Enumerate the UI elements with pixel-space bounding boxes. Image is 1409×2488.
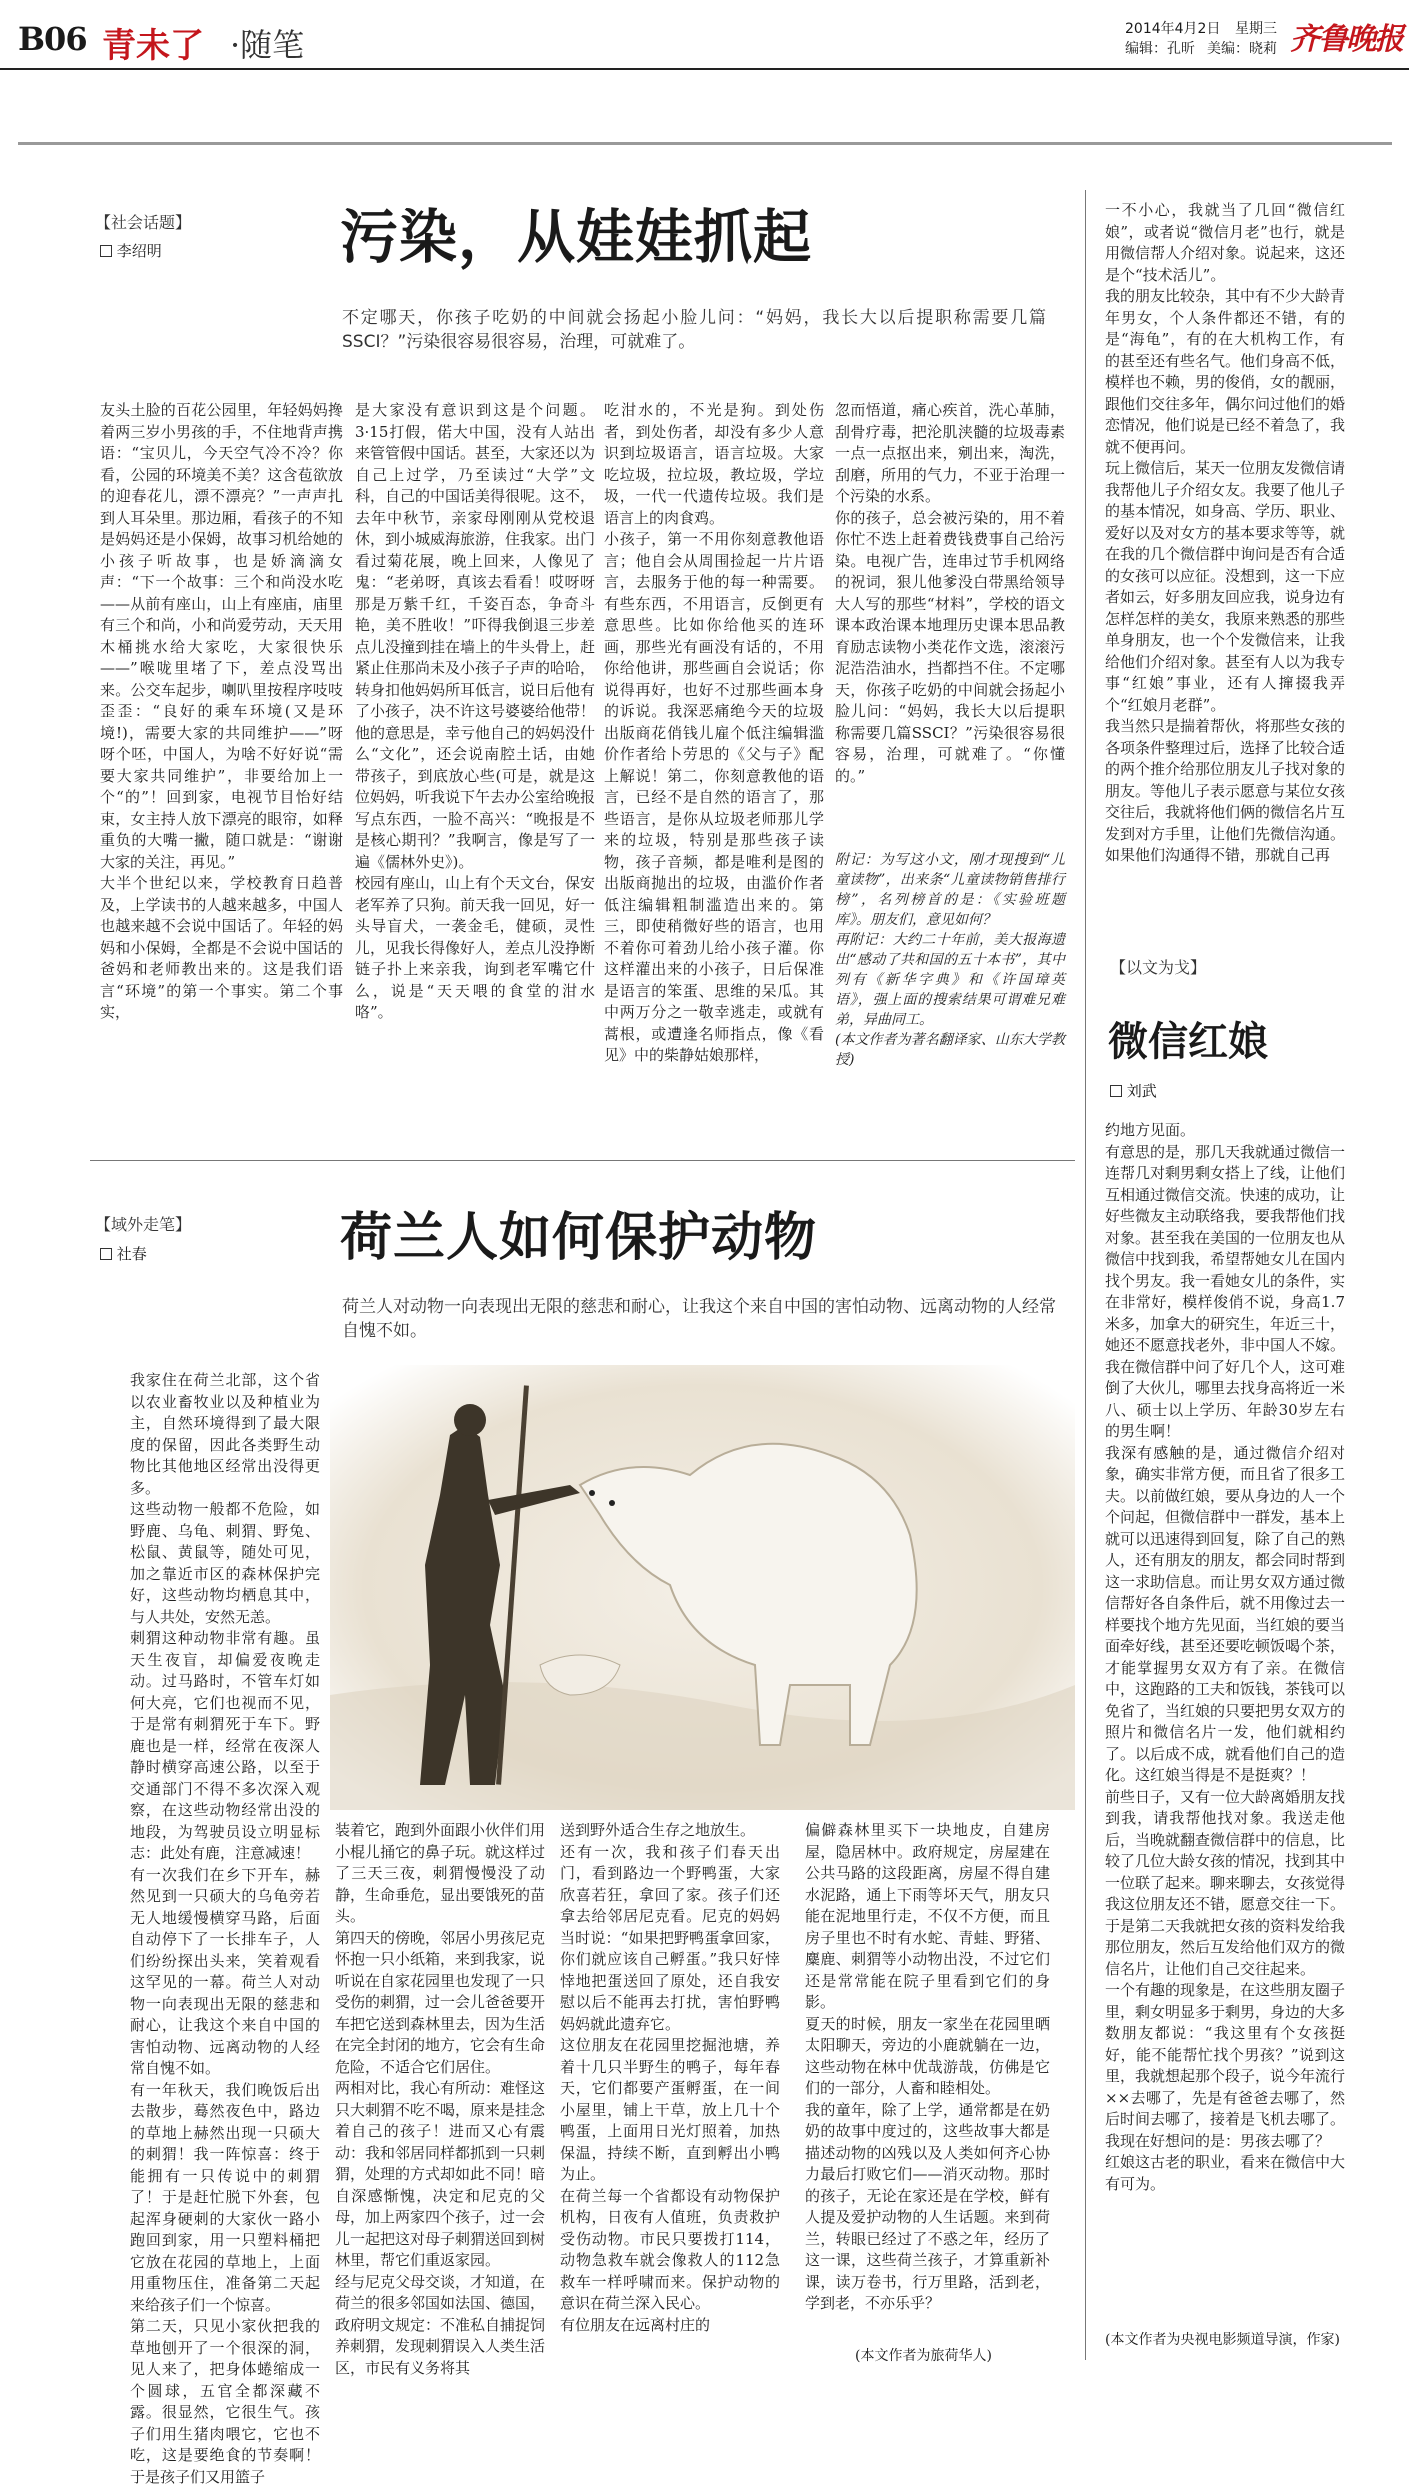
lead-paragraph: 不定哪天，你孩子吃奶的中间就会扬起小脸儿问：“妈妈，我长大以后提职称需要几篇SSCI？”污染很容易很容易，治理，可就难了。 bbox=[342, 308, 1046, 352]
header-rule bbox=[0, 68, 1409, 70]
article2-column-4: 偏僻森林里买下一块地皮，自建房屋，隐居林中。政府规定，房屋建在公共马路的这段距离，房屋不得自建水泥路，通上下雨等坏天气，朋友只能在泥地里行走，不仅不方便，而且房子里也不时有水蛇、青蛙、野猪、麋鹿、刺猬等小动物出没，不过它们还是常常能在院子里看到它们的身影。 夏天的时候，朋友一家坐在花园里晒太阳聊天，旁边的小鹿就躺在一边，这些动物在林中优哉游哉，仿佛是它们的一部分，人畜和睦相处。 我的童年，除了上学，通常都是在奶奶的故事中度过的，这些故事大都是描述动物的凶残以及人类如何齐心协力最后打败它们——消灭动物。那时的孩子，无论在家还是在学校，鲜有人提及爱护动物的人生话题。来到荷兰，转眼已经过了不惑之年，经历了这一课，这些荷兰孩子，才算重新补课，读万卷书，行万里路，活到老，学到老，不亦乐乎？ bbox=[805, 1821, 1050, 2312]
headline: 污染，从娃娃抓起 bbox=[340, 203, 813, 271]
sidebar-body: 约地方见面。 有意思的是，那几天我就通过微信一连帮几对剩男剩女搭上了线，让他们互相通过微信交流。快速的成功，让好些微友主动联络我，要我帮他们找对象。甚至我在美国的一位朋友也从微信中找到我，希望帮她女儿在国内找个男友。我一看她女儿的条件，实在非常好，模样俊俏不说，身高1.7米多，加拿大的研究生，年近三十，她还不愿意找老外，非中国人不嫁。我在微信群中问了好几个人，这可难倒了大伙儿，哪里去找身高将近一米八、硕士以上学历、年龄30岁左右的男生啊！ 我深有感触的是，通过微信介绍对象，确实非常方便，而且省了很多工夫。以前做红娘，要从身边的人一个个问起，但微信群中一群发，基本上就可以迅速得到回复，除了自己的熟人，还有朋友的朋友，都会同时帮到这一求助信息。而让男女双方通过微信帮好各自条件后，就不用像过去一样要找个地方先见面，当红娘的要当面牵好线，甚至还要吃顿饭喝个茶，才能掌握男女双方有了亲。在微信中，这跑路的工夫和饭钱，茶钱可以免省了，当红娘的只要把男女双方的照片和微信名片一发，他们就相约了。以后成不成，就看他们自己的造化。这红娘当得是不是挺爽？！ 前些日子，又有一位大龄离婚朋友找到我，请我帮他找对象。我送走他后，当晚就翻查微信群中的信息，比较了几位大龄女孩的情况，找到其中一位联了起来。聊来聊去，女孩觉得我这位朋友还不错，愿意交往一下。于是第二天我就把女孩的资料发给我那位朋友，然后互发给他们双方的微信名片，让他们自己交往起来。 一个有趣的现象是，在这些朋友圈子里，剩女明显多于剩男，身边的大多数朋友都说：“我这里有个女孩挺好，能不能帮忙找个男孩？”说到这里，我就想起那个段子，说今年流行××去哪了，先是有爸爸去哪了，然后时间去哪了，接着是飞机去哪了。我现在好想问的是：男孩去哪了？ 红娘这古老的职业，看来在微信中大有可为。 bbox=[1105, 1121, 1346, 2193]
article-column-2: 是大家没有意识到这是个问题。3·15打假，偌大中国，没有人站出来管管假中国话。甚至，大家还以为自己上过学，乃至读过“大学”文科，自己的中国话美得很呢。这不，去年中秋节，亲家母刚刚从党校退休，到小城威海旅游，住我家。出门看过菊花展，晚上回来，人像见了鬼：“老弟呀，真该去看看！哎呀呀那是万紫千红，千姿百态，争奇斗艳，美不胜收！”吓得我倒退三步差点儿没撞到挂在墙上的牛头骨上，赶紧止住那尚未及小孩子子声的哈哈，转身扣他妈妈所耳低言，说日后他有了小孩子，决不许这号婆婆给他带！ 他的意思是，幸亏他自己的妈妈没什么“文化”，还会说南腔土话，由她带孩子，到底放心些(可是，就是这位妈妈，听我说下午去办公室给晚报写点东西，一脸不高兴：“晚报是不是核心期刊？”我啊言，像是写了一遍《儒林外史》)。 校园有座山，山上有个天文台，保安老军养了只狗。前天我一回见，好一头导盲犬，一袭金毛，健硕，灵性儿，见我长得像好人，差点儿没挣断链子扑上来亲我，询到老军嘴它什么，说是“天天喂的食堂的泔水咯”。 bbox=[355, 401, 596, 1021]
section-title: 青未了 bbox=[102, 26, 204, 66]
author-name-3: 刘武 bbox=[1126, 1082, 1157, 1100]
photo-illustration bbox=[330, 1365, 1075, 1810]
author-box-icon-2 bbox=[100, 1248, 112, 1260]
middle-divider bbox=[90, 1160, 1075, 1161]
headline-2: 荷兰人如何保护动物 bbox=[340, 1208, 818, 1268]
polar-bear-photo bbox=[330, 1365, 1075, 1810]
author-name-2: 社春 bbox=[116, 1245, 147, 1263]
column-tag-social: 【社会话题】 bbox=[95, 213, 192, 232]
article-column-4: 忽而悟道，痛心疾首，洗心革肺，刮骨疗毒，把沦肌浃髓的垃圾毒素一点一点抠出来，剜出来，淘洗，刮磨，所用的气力，不亚于治理一个污染的水系。 你的孩子，总会被污染的，用不着你忙不迭上赶着费钱费事自己给污染。电视广告，连串过节手机网络的祝词，狠儿他爹没白带黑给领导大人写的那些“材料”，学校的语文课本政治课本地理历史课本思品教育励志读物小类花作文选，滚滚污泥浩浩油水，挡都挡不住。不定哪天，你孩子吃奶的中间就会扬起小脸儿问：“妈妈，我长大以后提职称需要几篇SSCI？”污染很容易很容易，治理，可就难了。“你懂的。” bbox=[835, 401, 1065, 785]
issue-date: 2014年4月2日 bbox=[1125, 21, 1221, 37]
column-tag-literary: 【以文为戈】 bbox=[1110, 958, 1207, 977]
newspaper-logo: 齐鲁晚报 bbox=[1290, 22, 1402, 57]
designer: 美编：晓莉 bbox=[1207, 41, 1277, 57]
author-line-3 bbox=[1110, 1080, 1157, 1101]
column-tag-abroad: 【域外走笔】 bbox=[95, 1215, 192, 1234]
article-column-3: 吃泔水的，不光是狗。到处伤者，到处伤者，却没有多少人意识到垃圾语言，语言垃圾。大家吃垃圾，拉垃圾，教垃圾，学垃圾，一代一代遗传垃圾。我们是语言上的肉食鸡。 小孩子，第一不用你刻意教他语言；他自会从周围捡起一片片语言，去服务于他的每一种需要。有些东西，不用语言，反倒更有意思些。比如你给他买的连环画，那些光有画没有话的，不用你给他讲，那些画自会说话；你说得再好，也好不过那些画本身的诉说。我深恶痛绝今天的垃圾出版商花俏钱儿雇个低注编辑滥价作者给卜劳思的《父与子》配上解说！第二，你刻意教他的语言，已经不是自然的语言了，那些语言，是你从垃圾老师那儿学来的垃圾，特别是那些孩子读物，孩子音频，都是唯利是图的出版商抛出的垃圾，由滥价作者低注编辑粗制滥造出来的。第三，即使稍微好些的语言，也用不着你可着劲儿给小孩子灌。你这样灌出来的小孩子，日后保准是语言的笨蛋、思维的呆瓜。其中两万分之一敬幸逃走，或就有蒿根，或遭逢名师指点，像《看见》中的柴静姑娘那样， bbox=[604, 401, 824, 1064]
author-box-icon-3 bbox=[1110, 1085, 1122, 1097]
article2-column-1: 我家住在荷兰北部，这个省以农业畜牧业以及种植业为主，自然环境得到了最大限度的保留，因此各类野生动物比其他地区经常出没得更多。 这些动物一般都不危险，如野鹿、乌龟、刺猬、野兔、松鼠、黄鼠等，随处可见，加之靠近市区的森林保护完好，这些动物均栖息其中，与人共处，安然无恙。 刺猬这种动物非常有趣。虽天生夜盲，却偏爱夜晚走动。过马路时，不管车灯如何大亮，它们也视而不见，于是常有刺猬死于车下。野鹿也是一样，经常在夜深人静时横穿高速公路，以至于交通部门不得不多次深入观察，在这些动物经常出没的地段，为驾驶员设立明显标志：此处有鹿，注意减速！ 有一次我们在乡下开车，赫然见到一只硕大的乌龟旁若无人地缓慢横穿马路，后面自动停下了一长排车子，人们纷纷探出头来，笑着观看这罕见的一幕。荷兰人对动物一向表现出无限的慈悲和耐心，让我这个来自中国的害怕动物、远离动物的人经常自愧不如。 有一年秋天，我们晚饭后出去散步，蓦然夜色中，路边的草地上赫然出现一只硕大的刺猬！我一阵惊喜：终于能拥有一只传说中的刺猬了！于是赶忙脱下外套，包起浑身硬刺的大家伙一路小跑回到家，用一只塑料桶把它放在花园的草地上，上面用重物压住，准备第二天起来给孩子们一个惊喜。 第二天，只见小家伙把我的草地刨开了一个很深的洞，见人来了，把身体蜷缩成一个圆球，五官全都深藏不露。很显然，它很生气。孩子们用生猪肉喂它，它也不吃，这是要绝食的节奏啊！于是孩子们又用篮子 bbox=[130, 1371, 320, 2486]
article2-column-3: 送到野外适合生存之地放生。 还有一次，我和孩子们春天出门，看到路边一个野鸭蛋，大家欣喜若狂，拿回了家。孩子们还拿去给邻居尼克看。尼克的妈妈当时说：“如果把野鸭蛋拿回家，你们就应该自己孵蛋。”我只好悻悻地把蛋送回了原处，还自我安慰以后不能再去打扰，害怕野鸭妈妈就此遗弃它。 这位朋友在花园里挖掘池塘，养着十几只半野生的鸭子，每年春天，它们都要产蛋孵蛋，在一间小屋里，铺上干草，放上几十个鸭蛋，上面用日光灯照着，加热保温，持续不断，直到孵出小鸭为止。 在荷兰每一个省都设有动物保护机构，日夜有人值班，负责救护受伤动物。市民只要拨打114，动物急救车就会像救人的112急救车一样呼啸而来。保护动物的意识在荷兰深入民心。 有位朋友在远离村庄的 bbox=[560, 1821, 780, 2334]
article2-column-2: 装着它，跑到外面跟小伙伴们用小棍儿捅它的鼻子玩。就这样过了三天三夜，刺猬慢慢没了动静，生命垂危，显出要饿死的苗头。 第四天的傍晚，邻居小男孩尼克怀抱一只小纸箱，来到我家，说听说在自家花园里也发现了一只受伤的刺猬，过一会儿爸爸要开车把它送到森林里去，因为生活在完全封闭的地方，它会有生命危险，不适合它们居住。 两相对比，我心有所动：难怪这只大刺猬不吃不喝，原来是挂念着自己的孩子！进而又心有震动：我和邻居同样都抓到一只刺猬，处理的方式却如此不同！暗自深感惭愧，决定和尼克的父母，加上两家四个孩子，过一会儿一起把这对母子刺猬送回到树林里，帮它们重返家园。 经与尼克父母交谈，才知道，在荷兰的很多邻国如法国、德国，政府明文规定：不准私自捕捉饲养刺猬，发现刺猬误入人类生活区，市民有义务将其 bbox=[335, 1821, 546, 2377]
article2-byline: (本文作者为旅荷华人) bbox=[855, 2348, 992, 2364]
vertical-rule-right bbox=[1085, 190, 1086, 2360]
issue-weekday: 星期三 bbox=[1235, 21, 1277, 37]
article-notes: 附记：为写这小文，刚才现搜到“儿童读物”，出来条“儿童读物销售排行榜”，名列榜首的是：《实验班题库》。朋友们，意见如何？ 再附记：大约二十年前，美大报海遗出“感动了共和国的五十本书”，其中列有《新华字典》和《许国璋英语》，强上面的搜索结果可谓难兄难弟，异曲同工。 (本文作者为著名翻译家、山东大学教授) bbox=[835, 852, 1065, 1068]
author-line bbox=[100, 240, 162, 261]
article-column-1: 友头土脸的百花公园里，年轻妈妈搀着两三岁小男孩的手，不住地背声携语：“宝贝儿，今天空气冷不冷？你看，公园的环境美不美？这含苞欲放的迎春花儿，漂不漂亮？”一声声扎到人耳朵里。那边厢，看孩子的不知是妈妈还是小保姆，故事习机给她的小孩子听故事，也是娇滴滴女声：“下一个故事：三个和尚没水吃——从前有座山，山上有座庙，庙里有三个和尚，小和尚爱劳动，天天用木桶挑水给大家吃，大家很快乐——”喉咙里堵了下，差点没骂出来。公交车起步，喇叭里按程序吱吱歪歪：“良好的乘车环境(又是环境!)，需要大家的共同维护——”呀呀个呸，中国人，为啥不好好说“需要大家共同维护”，非要给加上一个“的”！回到家，电视节目怡好结束，女主持人放下漂亮的眼帘，如释重负的大嘴一撇，随口就是：“谢谢大家的关注，再见。” 大半个世纪以来，学校教育日趋普及，上学读书的人越来越多，中国人也越来越不会说中国话了。年轻的妈妈和小保姆，全都是不会说中国话的爸妈和老师教出来的。这是我们语言“环境”的第一个事实。第二个事实， bbox=[100, 401, 343, 1021]
sidebar-top-text: 一不小心，我就当了几回“微信红娘”，或者说“微信月老”也行，就是用微信帮人介绍对象。说起来，这还是个“技术活儿”。 我的朋友比较杂，其中有不少大龄青年男女，个人条件都还不错，有的是“海龟”，有的在大机构工作，有的甚至还有些名气。他们身高不低，模样也不赖，男的俊俏，女的靓丽，跟他们交往多年，偶尔问过他们的婚恋情况，他们说是已经不着急了，我就不便再问。 玩上微信后，某天一位朋友发微信请我帮他儿子介绍女友。我要了他儿子的基本情况，如身高、学历、职业、爱好以及对女方的基本要求等等，就在我的几个微信群中询问是否有合适的女孩可以应征。没想到，这一下应者如云，好多朋友回应我，说身边有怎样怎样的美女，我原来熟悉的那些单身朋友，也一个个发微信来，让我给他们介绍对象。甚至有人以为我专事“红娘”事业，还有人撺掇我弄个“红娘月老群”。 我当然只是揣着帮伙，将那些女孩的各项条件整理过后，选择了比较合适的两个推介给那位朋友儿子找对象的朋友。等他儿子表示愿意与某位女孩交往后，我就将他们俩的微信名片互发到对方手里，让他们先微信沟通。如果他们沟通得不错，那就自己再 bbox=[1105, 201, 1346, 864]
author-box-icon bbox=[100, 245, 112, 257]
headline-3: 微信红娘 bbox=[1108, 1019, 1268, 1065]
author-line-2 bbox=[100, 1243, 147, 1264]
lead-paragraph-2: 荷兰人对动物一向表现出无限的慈悲和耐心，让我这个来自中国的害怕动物、远离动物的人经常自愧不如。 bbox=[342, 1297, 1056, 1341]
subsection-title: ·随笔 bbox=[230, 26, 305, 64]
page-header bbox=[0, 0, 1409, 70]
sidebar-byline: (本文作者为央视电影频道导演，作家) bbox=[1105, 2332, 1340, 2348]
page-number: B06 bbox=[18, 20, 87, 58]
editor: 编辑：孔昕 bbox=[1125, 41, 1195, 57]
top-divider bbox=[18, 142, 1392, 145]
author-name: 李绍明 bbox=[116, 242, 162, 260]
